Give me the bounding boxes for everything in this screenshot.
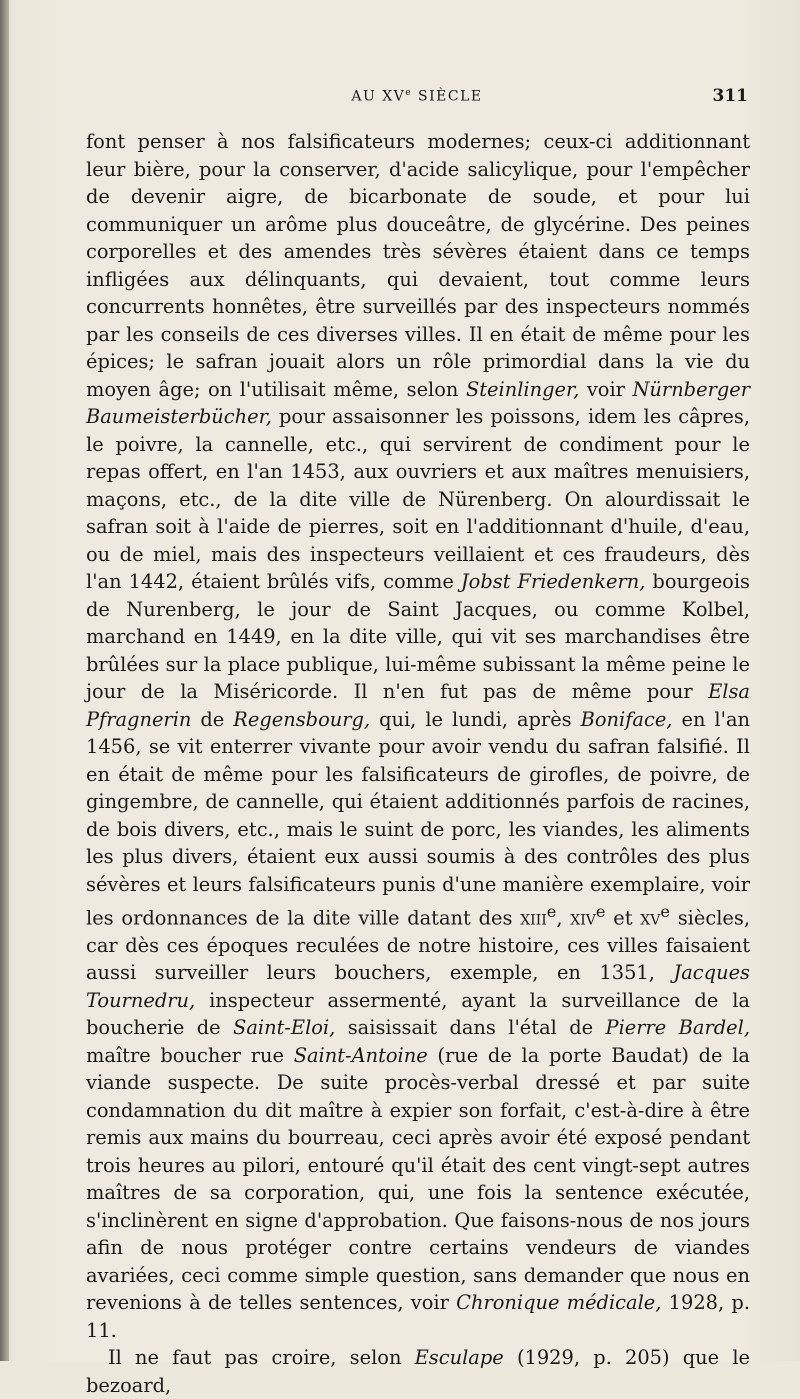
page-header: [86, 86, 748, 110]
body-text: [86, 128, 750, 1399]
page-number: 311: [712, 86, 748, 106]
book-spine-shadow: [0, 0, 9, 1361]
paragraph: Il ne faut pas croire, selon Esculape (1929, p. 205) que le bezoard,: [86, 1346, 750, 1397]
paragraph: font penser à nos falsificateurs modernes; ceux-ci additionnant leur bière, pour la conserver, d'acide salicylique, pour l'empêcher de devenir aigre, de bicarbonate de soude, et pour lui communiquer un arôme plus douceâtre, de glycérine. Des peines corporelles et des amendes très sévères étaient dans ce temps infligées aux délinquants, qui devaient, tout comme leurs concurrents honnêtes, être surveillés par des inspecteurs nommés par les conseils de ces diverses villes. Il en était de même pour les épices; le safran jouait alors un rôle primordial dans la vie du moyen âge; on l'utilisait même, selon Steinlinger, voir Nürnberger Baumeisterbücher, pour assaisonner les poissons, idem les câpres, le poivre, la cannelle, etc., qui servirent de condiment pour le repas offert, en l'an 1453, aux ouvriers et aux maîtres menuisiers, maçons, etc., de la dite ville de Nürenberg. On alourdissait le safran soit à l'aide de pierres, soit en l'additionnant d'huile, d'eau, ou de miel, mais des inspecteurs veillaient et ces fraudeurs, dès l'an 1442, étaient brûlés vifs, comme Jobst Friedenkern, bourgeois de Nurenberg, le jour de Saint Jacques, ou comme Kolbel, marchand en 1449, en la dite ville, qui vit ses marchandises être brûlées sur la place publique, lui-même subissant la même peine le jour de la Miséricorde. Il n'en fut pas de même pour Elsa Pfragnerin de Regensbourg, qui, le lundi, après Boniface, en l'an 1456, se vit enterrer vivante pour avoir vendu du safran falsifié. Il en était de même pour les falsificateurs de girofles, de poivre, de gingembre, de cannelle, qui étaient additionnés parfois de racines, de bois divers, etc., mais le suint de porc, les viandes, les aliments les plus divers, étaient eux aussi soumis à des contrôles des plus sévères et leurs falsificateurs punis d'une manière exemplaire, voir les ordonnances de la dite ville datant des xiii$^e$, xiv$^e$ et $xv^e$ siècles, car dès ces époques reculées de notre histoire, ces villes faisaient aussi surveiller leurs bouchers, exemple, en 1351, Jacques Tournedru, inspecteur assermenté, ayant la surveillance de la boucherie de Saint-Eloi, saisissait dans l'étal de Pierre Bardel, maître boucher rue Saint-Antoine (rue de la porte Baudat) de la viande suspecte. De suite procès-verbal dressé et par suite condamnation du dit maître à expier son forfait, c'est-à-dire à être remis aux mains du bourreau, ceci après avoir été exposé pendant trois heures au pilori, entouré qu'il était des cent vingt-sept autres maîtres de sa corporation, qui, une fois la sentence exécutée, s'inclinèrent en signe d'approbation. Que faisons-nous de nos jours afin de nous protéger contre certains vendeurs de viandes avariées, ceci comme simple question, sans demander que nous en revenions à de telles sentences, voir Chronique médicale, 1928, p. 11.: [86, 130, 751, 1342]
running-title: AU XVe SIÈCLE: [351, 88, 483, 105]
